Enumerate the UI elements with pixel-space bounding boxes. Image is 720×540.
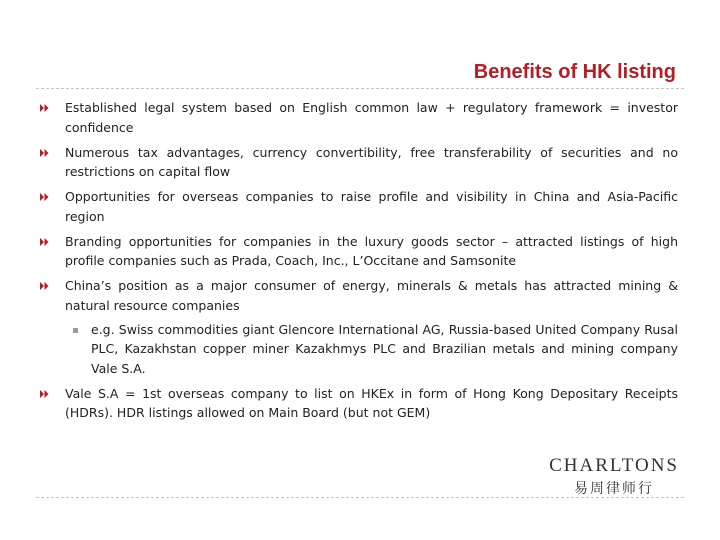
logo-name: CHARLTONS: [549, 455, 679, 476]
bullet-text: Established legal system based on English common law + regulatory framework = investor confidence: [65, 100, 678, 135]
sub-bullet-text: e.g. Swiss commodities giant Glencore International AG, Russia-based United Company Rusal PLC, Kazakhstan copper miner Kazakhmys PLC and Brazilian metals and mining company Vale S.A.: [91, 321, 678, 376]
bullet-text: Opportunities for overseas companies to raise profile and visibility in China and Asia-Pacific region: [65, 189, 678, 224]
bullet-item: [40, 143, 678, 182]
bullet-item: [40, 187, 678, 226]
double-arrow-bullet-icon: [40, 193, 49, 201]
bullet-text: Numerous tax advantages, currency convertibility, free transferability of securities and no restrictions on capital flow: [65, 144, 678, 179]
bullet-text: China’s position as a major consumer of energy, minerals & metals has attracted mining & natural resource companies: [65, 278, 678, 313]
sub-bullet-item: [40, 320, 678, 379]
double-arrow-bullet-icon: [40, 238, 49, 246]
bottom-divider: [36, 497, 684, 498]
double-arrow-bullet-icon: [40, 149, 49, 157]
slide-title: Benefits of HK listing: [473, 61, 676, 83]
top-divider: [36, 88, 684, 89]
bullet-text: Vale S.A = 1st overseas company to list on HKEx in form of Hong Kong Depositary Receipts (HDRs). HDR listings allowed on Main Board (but not GEM): [65, 385, 678, 420]
bullet-item: [40, 384, 678, 423]
bullet-item: [40, 276, 678, 315]
logo-chinese-name: 易周律师行: [574, 481, 655, 497]
double-arrow-bullet-icon: [40, 282, 49, 290]
bullet-list: [40, 98, 678, 428]
square-bullet-icon: [73, 328, 78, 333]
double-arrow-bullet-icon: [40, 390, 49, 398]
bullet-item: [40, 98, 678, 137]
bullet-item: [40, 232, 678, 271]
charltons-logo: [549, 456, 679, 498]
double-arrow-bullet-icon: [40, 104, 49, 112]
bullet-text: Branding opportunities for companies in the luxury goods sector – attracted listings of high profile companies such as Prada, Coach, Inc., L’Occitane and Samsonite: [65, 233, 678, 268]
